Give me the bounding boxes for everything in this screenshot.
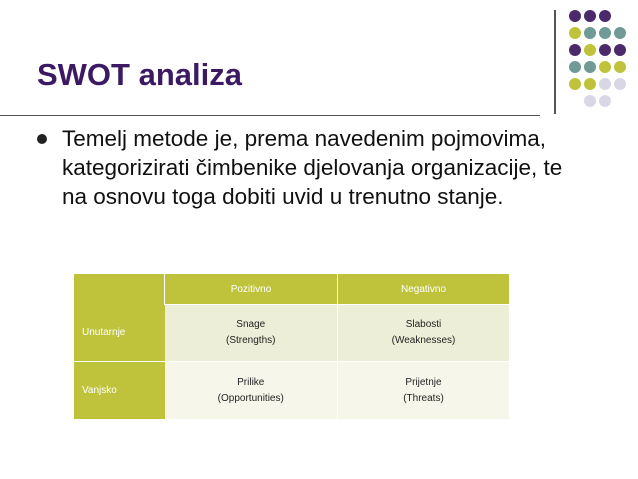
swot-table [74,274,509,419]
dot-icon [614,78,626,90]
cell-title: Snage [236,319,266,330]
cell-subtitle: (Threats) [403,392,444,404]
header-negative: Negativno [338,274,510,305]
cell-weaknesses [338,305,510,362]
dot-icon [584,27,596,39]
dot-icon [599,78,611,90]
cell-subtitle: (Weaknesses) [391,335,456,346]
cell-title: Prijetnje [405,376,442,388]
cell-title: Prilike [237,376,265,388]
table-header-row [74,274,509,305]
row-label-internal: Unutarnje [74,305,165,362]
bullet-text: Temelj metode je, prema navedenim pojmovima, kategorizirati čimbenike djelovanja organizacije, te na osnovu toga dobiti uvid u trenutno stanje. [62,126,563,209]
row-label-external: Vanjsko [74,362,165,420]
dot-icon [599,27,611,39]
table-row [74,362,509,420]
dot-icon [614,61,626,73]
table-corner-cell [74,274,165,305]
cell-strengths [165,305,338,362]
cell-subtitle: (Strengths) [226,335,276,346]
cell-subtitle: (Opportunities) [217,392,284,404]
dot-icon [584,78,596,90]
dot-icon [584,10,596,22]
dot-icon [569,78,581,90]
dot-icon [599,61,611,73]
dot-icon [599,44,611,56]
vertical-divider [554,10,556,114]
dot-icon [584,95,596,107]
dot-icon [614,44,626,56]
horizontal-divider [0,115,540,116]
dot-icon [614,27,626,39]
dot-icon [569,61,581,73]
bullet-icon [37,134,47,144]
table-row [74,305,509,362]
dot-icon [584,61,596,73]
dot-icon [569,27,581,39]
cell-title: Slabosti [405,319,442,330]
dot-icon [569,10,581,22]
dot-icon [599,95,611,107]
dot-icon [599,10,611,22]
header-positive: Pozitivno [165,274,338,305]
cell-opportunities [165,362,338,420]
cell-threats [338,362,510,420]
dot-icon [569,44,581,56]
dot-icon [584,44,596,56]
slide-title: SWOT analiza [37,57,242,92]
